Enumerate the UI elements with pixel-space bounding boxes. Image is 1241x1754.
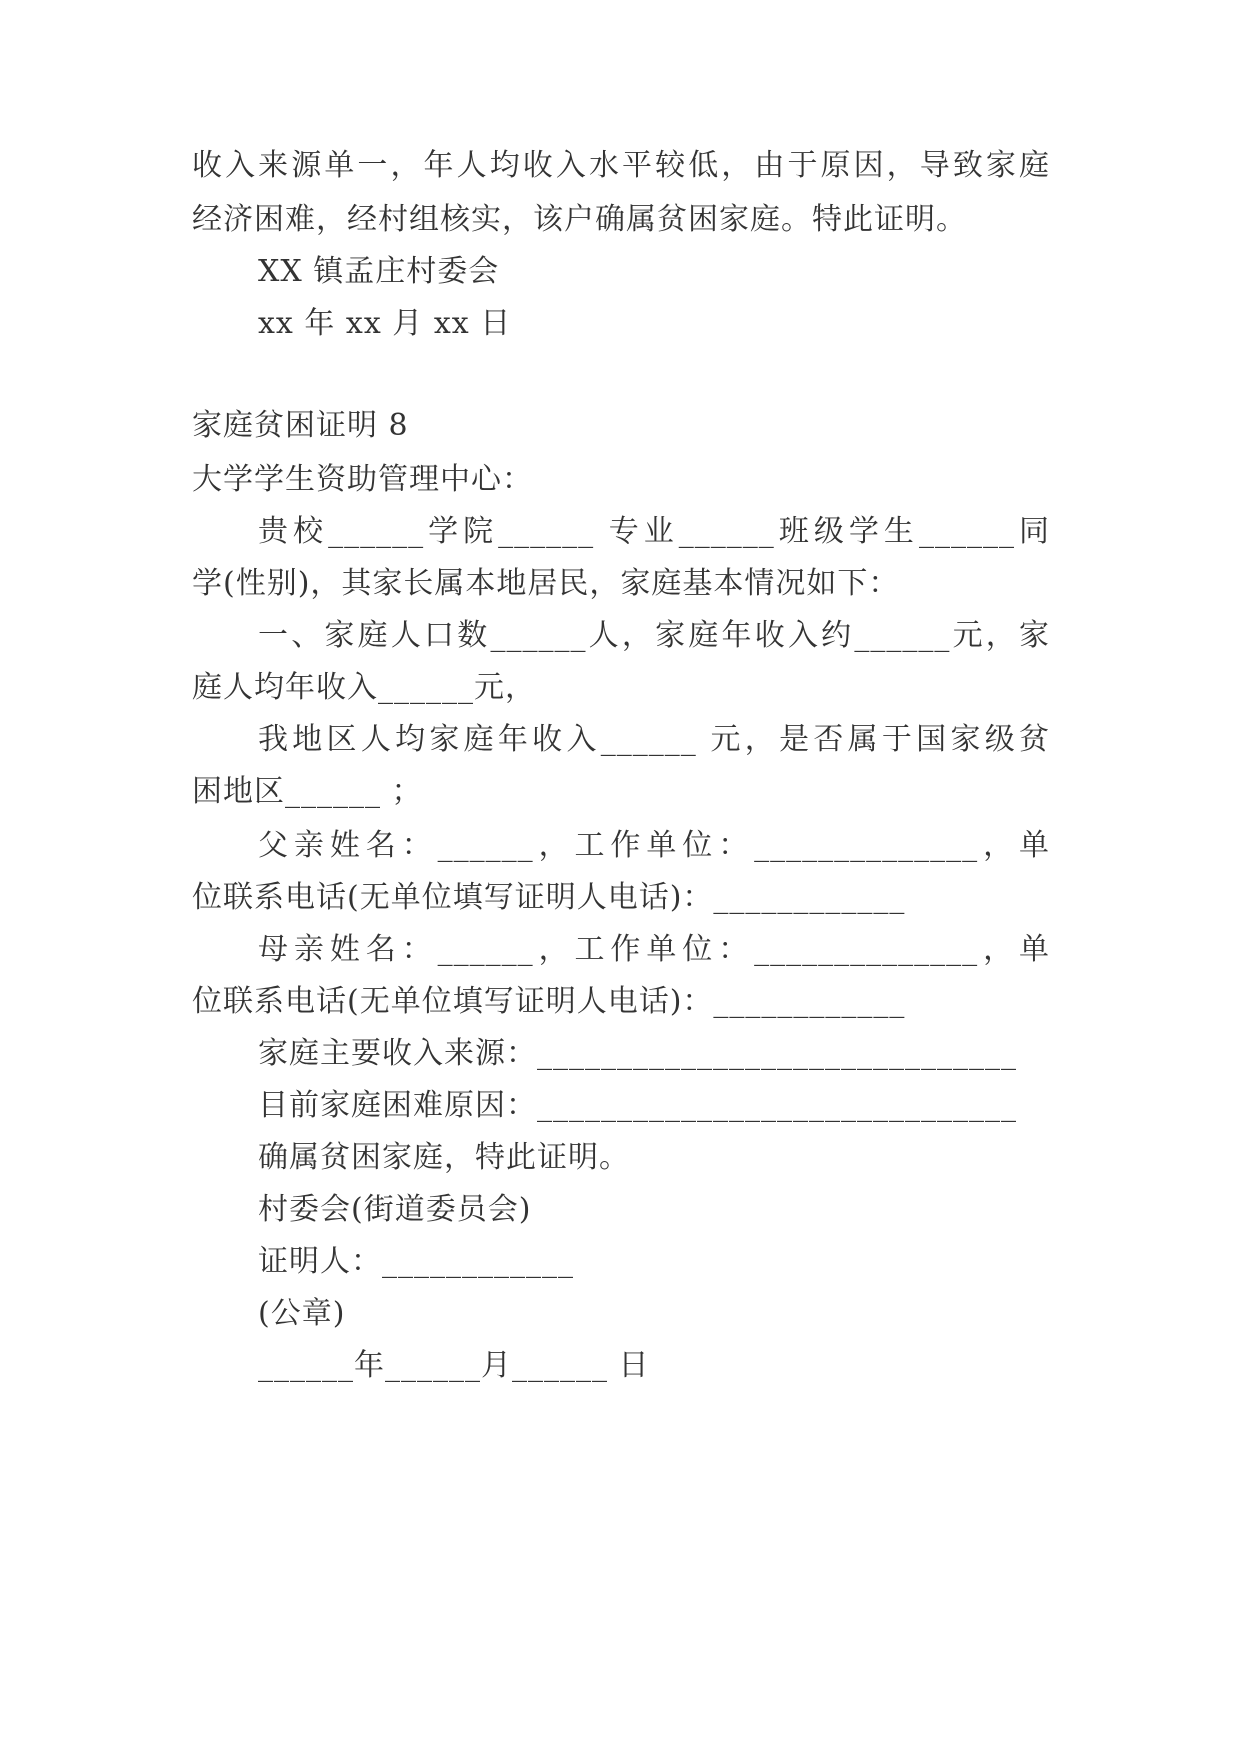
father-line-2: 位联系电话(无单位填写证明人电话)：____________ [192,880,906,915]
father-line-1: 父亲姓名：______，工作单位：______________，单 [258,828,1050,863]
mother-line-2: 位联系电话(无单位填写证明人电话)：____________ [192,984,906,1019]
prev-body-line-2: 经济困难，经村组核实，该户确属贫困家庭。特此证明。 [192,202,967,237]
intro-line-2: 学(性别)，其家长属本地居民，家庭基本情况如下： [192,566,900,601]
cert-title: 家庭贫困证明 8 [192,408,409,443]
intro-line-1: 贵校______学院______ 专业______班级学生______同 [258,514,1050,549]
region-line-2: 困地区______ ； [192,774,423,809]
prev-signer: XX 镇孟庄村委会 [258,254,500,289]
seal: (公章) [258,1296,346,1331]
income-source: 家庭主要收入来源：______________________________ [258,1036,1017,1071]
item1-line-1: 一、家庭人口数______人，家庭年收入约______元，家 [258,618,1050,653]
cert-recipient: 大学学生资助管理中心： [192,462,533,497]
prev-body-line-1: 收入来源单一，年人均收入水平较低，由于原因，导致家庭 [192,148,1050,183]
region-line-1: 我地区人均家庭年收入______ 元，是否属于国家级贫 [258,722,1050,757]
prev-date: xx 年 xx 月 xx 日 [258,306,512,341]
item1-line-2: 庭人均年收入______元， [192,670,536,705]
witness: 证明人：____________ [258,1244,574,1279]
date-line: ______年______月______ 日 [258,1348,650,1383]
hardship-reason: 目前家庭困难原因：______________________________ [258,1088,1017,1123]
confirm-statement: 确属贫困家庭，特此证明。 [258,1140,630,1175]
committee: 村委会(街道委员会) [258,1192,532,1227]
mother-line-1: 母亲姓名：______，工作单位：______________，单 [258,932,1050,967]
